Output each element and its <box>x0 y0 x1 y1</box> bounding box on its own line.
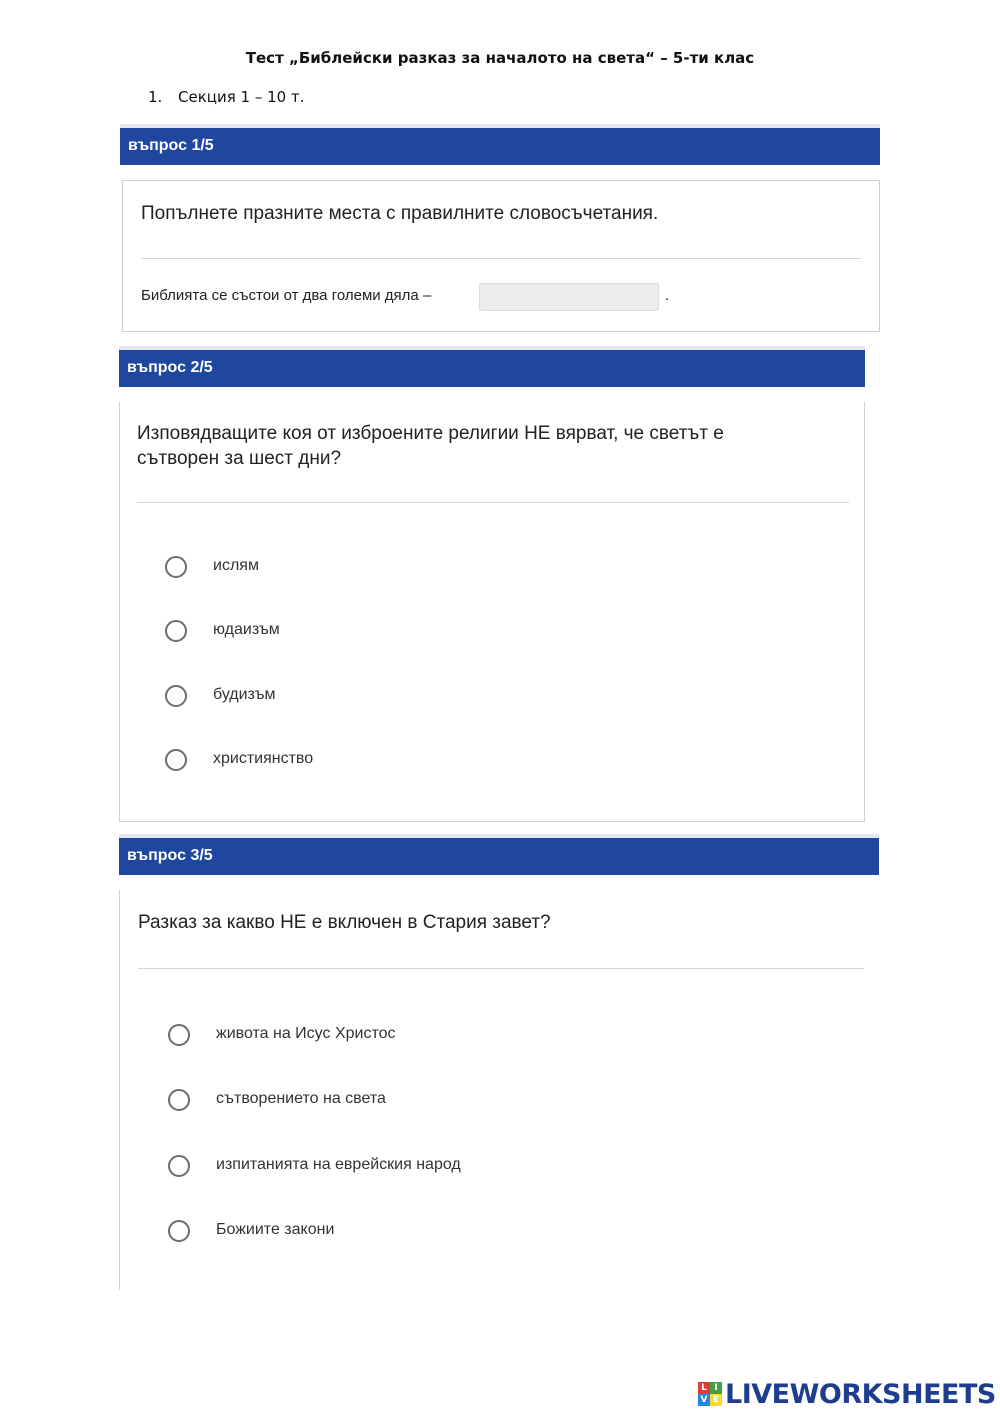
option-label: изпитанията на еврейския народ <box>216 1156 461 1173</box>
option-label: сътворението на света <box>216 1090 386 1107</box>
radio-button[interactable] <box>168 1024 190 1046</box>
option-label: живота на Исус Христос <box>216 1025 396 1042</box>
question-1 <box>120 124 880 332</box>
question-1-header: въпрос 1/5 <box>120 124 880 165</box>
fill-sentence-text: Библията се състои от два големи дяла – <box>141 287 432 304</box>
logo-badge-letter: L <box>698 1382 710 1394</box>
radio-button[interactable] <box>165 620 187 642</box>
section-heading <box>148 88 304 106</box>
question-2-prompt <box>137 421 724 471</box>
question-2 <box>119 346 865 822</box>
liveworksheets-logo <box>698 1378 996 1410</box>
question-3-header: въпрос 3/5 <box>119 834 879 875</box>
radio-button[interactable] <box>165 556 187 578</box>
question-3 <box>119 834 879 1290</box>
question-2-card <box>119 402 865 822</box>
question-3-divider <box>138 968 864 969</box>
question-2-header: въпрос 2/5 <box>119 346 865 387</box>
radio-button[interactable] <box>165 749 187 771</box>
question-2-divider <box>137 502 849 503</box>
fill-sentence-end: . <box>665 287 670 304</box>
question-1-card <box>122 180 880 332</box>
logo-badge-icon <box>698 1382 722 1406</box>
logo-badge-letter: V <box>698 1394 710 1406</box>
question-2-prompt-line-1: Изповядващите коя от изброените религии НЕ вярват, че светът е <box>137 423 724 444</box>
question-3-card <box>119 890 879 1290</box>
option-label: юдаизъм <box>213 621 280 638</box>
question-1-divider <box>141 258 861 259</box>
logo-badge-letter: I <box>710 1382 722 1394</box>
document-title: Тест „Библейски разказ за началото на света“ – 5-ти клас <box>245 49 755 67</box>
option-label: християнство <box>213 750 314 767</box>
logo-badge-letter: E <box>710 1394 722 1406</box>
option-label: ислям <box>213 557 259 574</box>
radio-button[interactable] <box>165 685 187 707</box>
radio-button[interactable] <box>168 1089 190 1111</box>
logo-brand-text: LIVEWORKSHEETS <box>725 1378 996 1410</box>
fill-blank-input[interactable] <box>479 283 659 311</box>
question-3-prompt: Разказ за какво НЕ е включен в Стария завет? <box>138 912 551 933</box>
radio-button[interactable] <box>168 1220 190 1242</box>
question-1-prompt: Попълнете празните места с правилните словосъчетания. <box>141 203 659 224</box>
radio-button[interactable] <box>168 1155 190 1177</box>
option-label: будизъм <box>213 686 276 703</box>
section-number: 1. <box>148 88 163 106</box>
question-2-prompt-line-2: сътворен за шест дни? <box>137 448 342 469</box>
option-label: Божиите закони <box>216 1221 335 1238</box>
section-text: Секция 1 – 10 т. <box>178 88 305 106</box>
